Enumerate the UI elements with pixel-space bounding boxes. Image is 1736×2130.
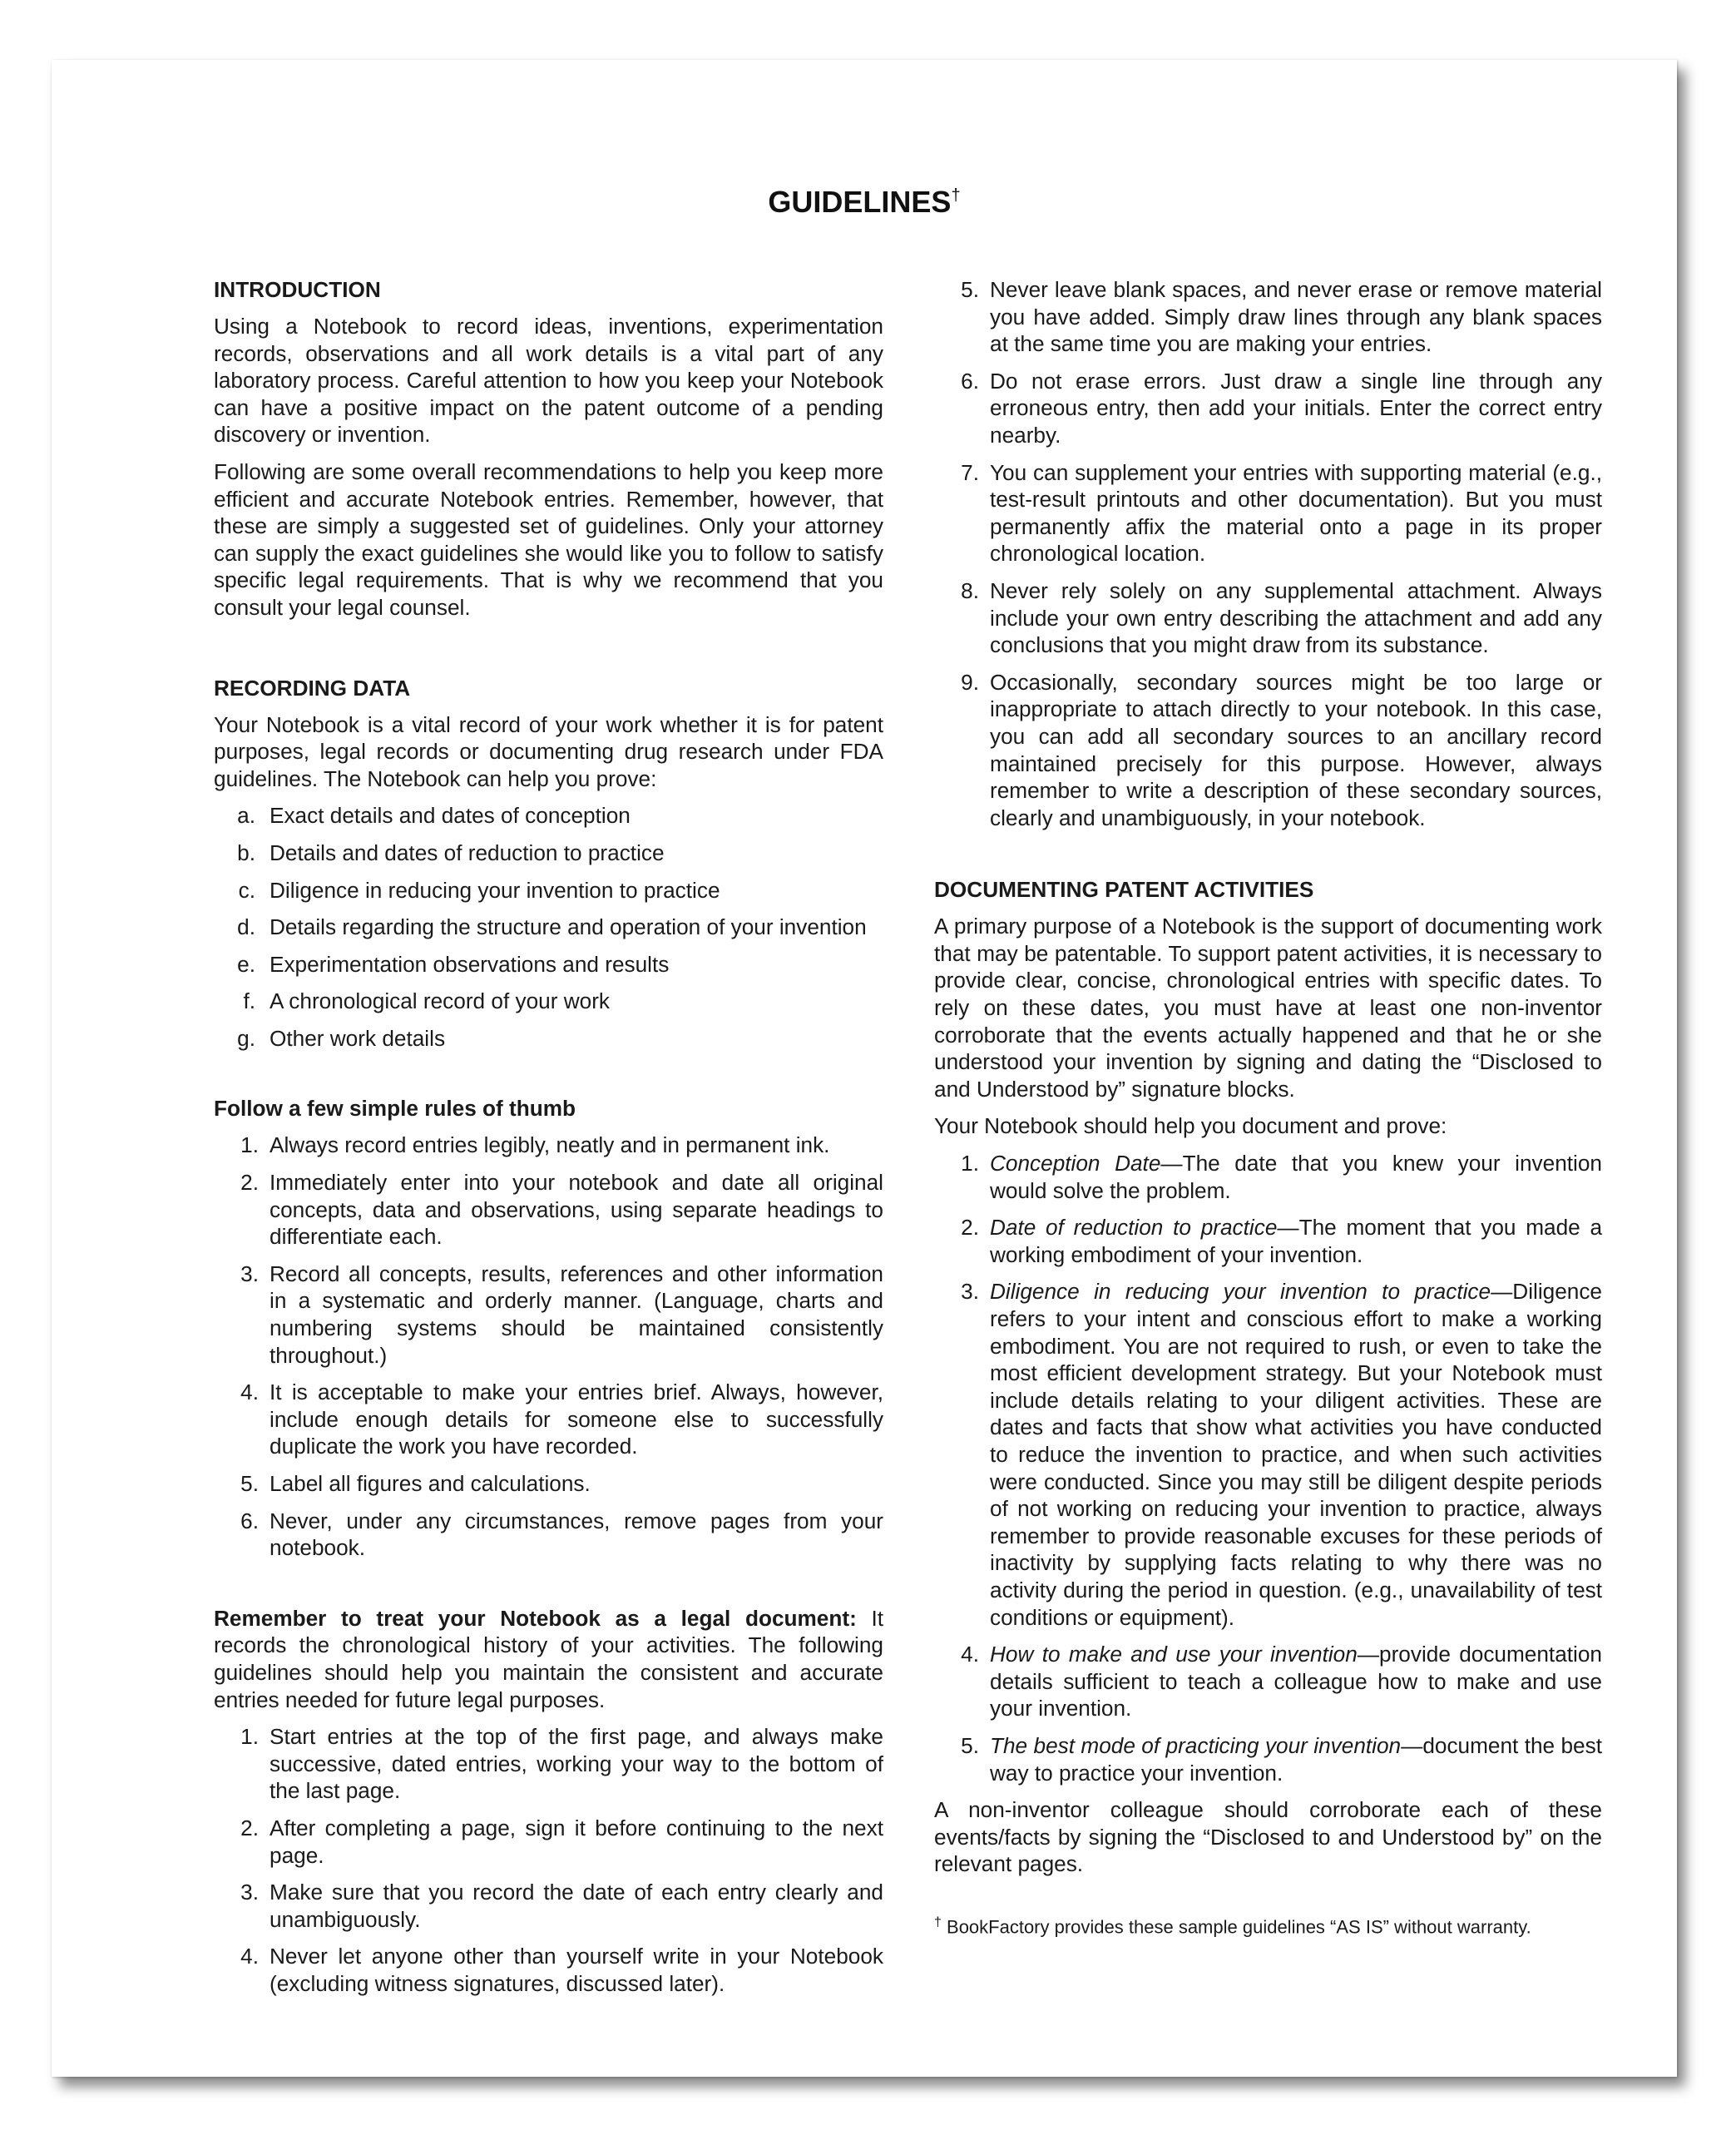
list-item bbox=[214, 1815, 883, 1869]
list-marker: 2. bbox=[240, 1815, 259, 1840]
legal-list bbox=[214, 1723, 883, 1997]
title-dagger: † bbox=[951, 186, 961, 205]
list-item bbox=[214, 1508, 883, 1562]
list-marker: 5. bbox=[240, 1471, 259, 1496]
list-item-text: Details regarding the structure and operation of your invention bbox=[270, 914, 867, 940]
list-item-text: Occasionally, secondary sources might be too large or inappropriate to attach directly to your notebook. In this case, you can add all secondary sources to an ancillary record maintained precisely for this purpose. However, always remember to write a description of these secondary sources, clearly and unambiguously, in your notebook. bbox=[990, 669, 1602, 830]
list-item-text: Always record entries legibly, neatly and in permanent ink. bbox=[270, 1132, 830, 1158]
list-item bbox=[214, 877, 883, 904]
list-item-text: Exact details and dates of conception bbox=[270, 803, 631, 829]
list-item-text: Never leave blank spaces, and never erase or remove material you have added. Simply draw lines through any blank spaces at the same time you are making your entries. bbox=[990, 277, 1602, 357]
list-item-text: A chronological record of your work bbox=[270, 988, 611, 1014]
list-item-text: It is acceptable to make your entries brief. Always, however, include enough details for someone else to successfully duplicate the work you have recorded. bbox=[270, 1380, 883, 1459]
list-item-text: —Diligence refers to your intent and conscious effort to make a working embodiment. You are not required to rush, or even to take the most efficient development strategy. But your Notebook must include details relating to your diligent activities. These are dates and facts that show what activities you have conducted to reduce the invention to practice, and when such activities were conducted. Since you may still be diligent despite periods of not working on reducing your invention to practice, always remember to provide reasonable excuses for these periods of inactivity by supplying facts relating to why there was no activity during the period in question. (e.g., unavailability of test conditions or equipment). bbox=[990, 1279, 1602, 1630]
list-item bbox=[214, 1132, 883, 1159]
rules-heading: Follow a few simple rules of thumb bbox=[214, 1096, 576, 1122]
legal-list-continued bbox=[934, 276, 1602, 831]
list-item-text: Details and dates of reduction to practice bbox=[270, 840, 665, 865]
list-item-text: —provide documentation details sufficient to teach a colleague how to make and use your invention. bbox=[990, 1642, 1602, 1721]
list-item-text: Other work details bbox=[270, 1025, 446, 1051]
list-item-term: Date of reduction to practice bbox=[990, 1215, 1278, 1241]
list-item bbox=[214, 1470, 883, 1498]
list-item bbox=[214, 1943, 883, 1997]
list-marker: g. bbox=[237, 1025, 255, 1051]
page-title: GUIDELINES† bbox=[768, 185, 961, 219]
legal-document-paragraph: Remember to treat your Notebook as a legal document: It records the chronological history of your activities. The following guidelines should help you maintain the consistent and accurate entries needed for future legal purposes. bbox=[214, 1605, 884, 1712]
recording-data-heading: RECORDING DATA bbox=[214, 675, 411, 701]
list-item bbox=[214, 1169, 883, 1251]
list-item bbox=[934, 1641, 1602, 1722]
list-marker: b. bbox=[237, 840, 255, 865]
list-item bbox=[214, 1879, 883, 1933]
right-column bbox=[934, 276, 1602, 1939]
list-marker: 3. bbox=[240, 1261, 259, 1286]
list-marker: 9. bbox=[961, 669, 979, 695]
list-item bbox=[934, 669, 1602, 832]
list-item bbox=[214, 802, 883, 830]
left-column bbox=[214, 276, 883, 2008]
list-marker: d. bbox=[237, 914, 255, 940]
introduction-paragraph-2: Following are some overall recommendations to help you keep more efficient and accurate Notebook entries. Remember, however, that these are simply a suggested set of guidelines. Only your attorney can supply the exact guidelines she would like you to follow to satisfy specific legal requirements. That is why we recommend that you consult your legal counsel. bbox=[214, 458, 883, 620]
list-marker: 3. bbox=[961, 1279, 979, 1305]
list-marker: 5. bbox=[961, 1732, 979, 1758]
patent-paragraph-3: A non-inventor colleague should corroborate each of these events/facts by signing the “Disclosed to and Understood by” on the relevant pages. bbox=[934, 1797, 1602, 1877]
list-marker: 6. bbox=[240, 1508, 259, 1533]
list-item bbox=[214, 1261, 883, 1369]
list-item bbox=[934, 276, 1602, 358]
list-item bbox=[214, 1723, 883, 1805]
list-marker: 6. bbox=[961, 368, 979, 394]
patent-paragraph-2: Your Notebook should help you document and prove: bbox=[934, 1113, 1447, 1139]
list-item bbox=[934, 1732, 1602, 1786]
list-item-text: Start entries at the top of the first page, and always make successive, dated entries, working your way to the bottom of the last page. bbox=[270, 1724, 883, 1804]
list-item bbox=[934, 459, 1602, 567]
list-item bbox=[214, 1379, 883, 1460]
list-item bbox=[214, 840, 883, 867]
list-item-text: Experimentation observations and results bbox=[270, 951, 670, 977]
patent-paragraph-1: A primary purpose of a Notebook is the support of documenting work that may be patentable. To support patent activities, it is necessary to provide clear, concise, chronological entries with specific dates. To rely on these dates, you must have at least one non-inventor corroborate that the events actually happened and that he or she understood your invention by signing and dating the “Disclosed to and Understood by” signature blocks. bbox=[934, 914, 1602, 1102]
list-item bbox=[934, 1278, 1602, 1631]
list-item bbox=[214, 988, 883, 1015]
list-marker: 1. bbox=[240, 1724, 259, 1750]
list-marker: 3. bbox=[240, 1880, 259, 1905]
list-marker: 2. bbox=[961, 1215, 979, 1241]
list-item-text: Never, under any circumstances, remove pages from your notebook. bbox=[270, 1508, 883, 1561]
list-item bbox=[214, 1025, 883, 1053]
list-item-term: How to make and use your invention bbox=[990, 1642, 1358, 1667]
rules-list bbox=[214, 1132, 883, 1561]
list-marker: 4. bbox=[961, 1642, 979, 1667]
list-item bbox=[934, 1214, 1602, 1268]
list-marker: 1. bbox=[240, 1132, 259, 1158]
patent-activities-heading: DOCUMENTING PATENT ACTIVITIES bbox=[934, 877, 1314, 903]
list-item-text: Never let anyone other than yourself write in your Notebook (excluding witness signatures, discussed later). bbox=[270, 1944, 883, 1996]
patent-list bbox=[934, 1150, 1602, 1786]
list-item-text: Label all figures and calculations. bbox=[270, 1471, 591, 1496]
list-marker: 7. bbox=[961, 459, 979, 485]
list-item-text: Immediately enter into your notebook and date all original concepts, data and observations, using separate headings to differentiate each. bbox=[270, 1170, 883, 1250]
list-item-text: Diligence in reducing your invention to practice bbox=[270, 877, 720, 903]
list-item-text: Do not erase errors. Just draw a single line through any erroneous entry, then add your initials. Enter the correct entry nearby. bbox=[990, 368, 1602, 448]
list-item-text: After completing a page, sign it before continuing to the next page. bbox=[270, 1815, 883, 1868]
footnote: † BookFactory provides these sample guidelines “AS IS” without warranty. bbox=[934, 1915, 1531, 1938]
list-marker: a. bbox=[237, 803, 255, 829]
list-item-text: Make sure that you record the date of each entry clearly and unambiguously. bbox=[270, 1880, 883, 1932]
list-marker: e. bbox=[237, 951, 255, 977]
list-marker: c. bbox=[238, 877, 255, 903]
document-page bbox=[52, 60, 1677, 2077]
list-marker: 4. bbox=[240, 1380, 259, 1405]
list-item-text: —document the best way to practice your invention. bbox=[990, 1732, 1602, 1786]
list-item-text: —The moment that you made a working embodiment of your invention. bbox=[990, 1215, 1603, 1267]
list-item-text: You can supplement your entries with supporting material (e.g., test-result printouts and other documentation). But you must permanently affix the material onto a page in its proper chronological location. bbox=[990, 459, 1602, 567]
list-item-term: Diligence in reducing your invention to practice bbox=[990, 1279, 1491, 1305]
list-item-text: —The date that you knew your invention would solve the problem. bbox=[990, 1151, 1602, 1203]
list-marker: 1. bbox=[961, 1151, 979, 1176]
list-item-term: The best mode of practicing your invention bbox=[990, 1732, 1402, 1758]
list-item-text: Never rely solely on any supplemental attachment. Always include your own entry describing the attachment and add any conclusions that you might draw from its substance. bbox=[990, 577, 1602, 658]
list-item bbox=[214, 914, 883, 941]
list-marker: 2. bbox=[240, 1170, 259, 1196]
list-item bbox=[214, 951, 883, 978]
list-item bbox=[934, 1150, 1602, 1204]
list-marker: 8. bbox=[961, 577, 979, 603]
list-marker: 4. bbox=[240, 1944, 259, 1969]
list-item-text: Record all concepts, results, references and other information in a systematic and orderly manner. (Language, charts and numbering systems should be maintained consistently throughout.) bbox=[270, 1261, 883, 1368]
list-marker: f. bbox=[243, 988, 255, 1014]
introduction-heading: INTRODUCTION bbox=[214, 277, 381, 302]
list-item bbox=[934, 577, 1602, 659]
list-marker: 5. bbox=[961, 277, 979, 302]
list-item-term: Conception Date bbox=[990, 1151, 1161, 1176]
legal-lead: Remember to treat your Notebook as a legal document: bbox=[214, 1605, 857, 1631]
prove-list bbox=[214, 802, 883, 1052]
list-item bbox=[934, 368, 1602, 449]
introduction-paragraph-1: Using a Notebook to record ideas, inventions, experimentation records, observations and all work details is a vital part of any laboratory process. Careful attention to how you keep your Notebook can have a positive impact on the patent outcome of a pending discovery or invention. bbox=[214, 314, 883, 448]
recording-data-paragraph: Your Notebook is a vital record of your work whether it is for patent purposes, legal records or documenting drug research under FDA guidelines. The Notebook can help you prove: bbox=[214, 711, 883, 791]
